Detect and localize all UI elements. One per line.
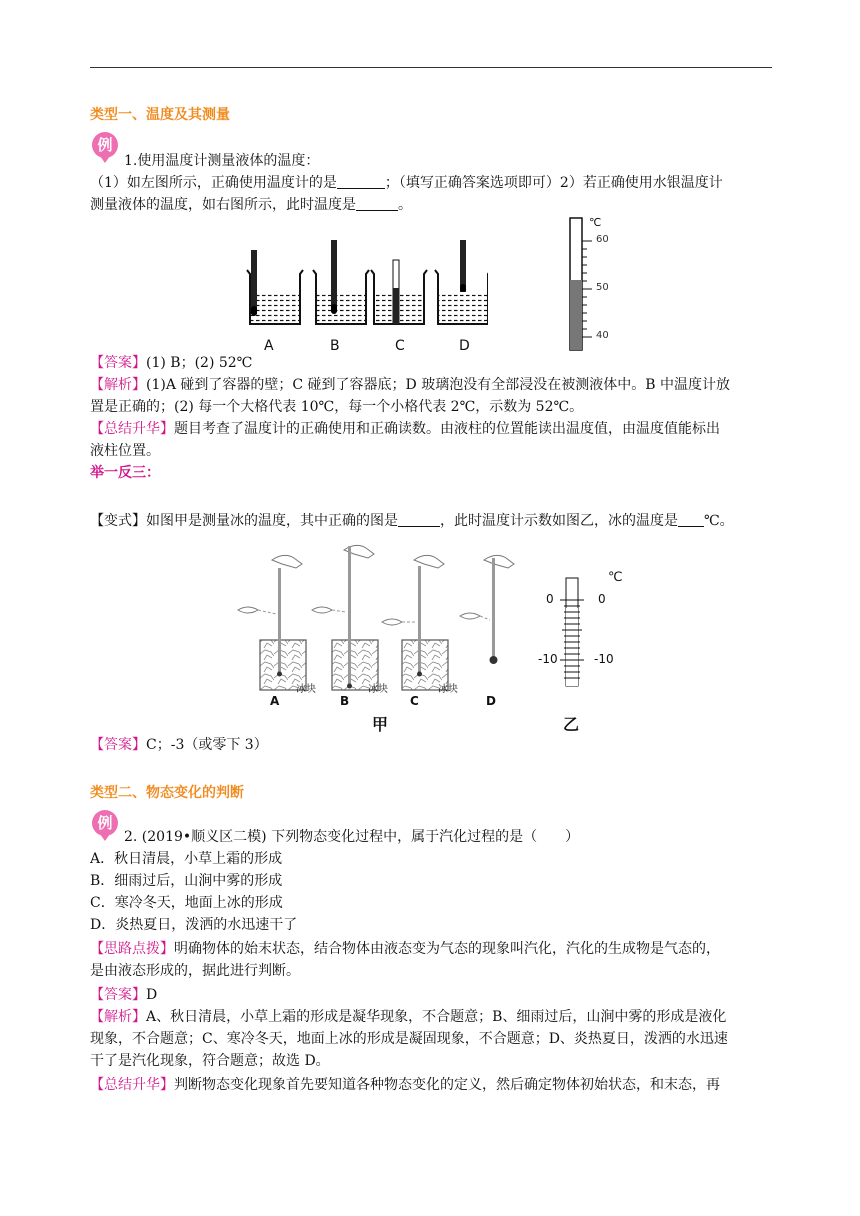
thermo-tick-50: 50 xyxy=(596,282,609,293)
analysis-1-line-1: 【解析】(1)A 碰到了容器的壁；C 碰到了容器底；D 玻璃泡没有全部浸没在被测液体中。B 中温度计放 xyxy=(90,377,730,393)
scale-left-minus10: -10 xyxy=(538,652,558,666)
hint-line-2: 是由液态形成的，据此进行判断。 xyxy=(90,963,300,979)
scale-right-minus10: -10 xyxy=(594,652,614,666)
hint-line-1: 【思路点拨】明确物体的始末状态，结合物体由液态变为气态的现象叫汽化，汽化的生成物是气态的， xyxy=(90,941,720,957)
option-c: C．寒冷冬天，地面上冰的形成 xyxy=(90,895,283,911)
option-b: B．细雨过后，山涧中雾的形成 xyxy=(90,873,283,889)
question-2-stem: 2. (2019•顺义区二模) 下列物态变化过程中，属于汽化过程的是（ ） xyxy=(124,829,580,845)
beaker-d xyxy=(435,240,488,324)
thermo-tick-60: 60 xyxy=(596,234,609,245)
thermo-tick-40: 40 xyxy=(596,330,609,341)
answer-1: 【答案】(1) B；(2) 52℃ xyxy=(90,355,253,371)
summary-2: 【总结升华】判断物态变化现象首先要知道各种物态变化的定义，然后确定物体初始状态，和末态，再 xyxy=(90,1077,720,1093)
scale-left-0: 0 xyxy=(546,592,554,606)
header-rule xyxy=(90,67,772,68)
analysis-2-line-1: 【解析】A、秋日清晨，小草上霜的形成是凝华现象，不合题意；B、细雨过后，山涧中雾的形成是液化 xyxy=(90,1009,727,1025)
section-title-1: 类型一、温度及其测量 xyxy=(90,107,230,123)
option-d: D．炎热夏日，泼洒的水迅速干了 xyxy=(90,917,298,933)
ice-setup-a xyxy=(238,555,306,690)
ice-thermometer-scale xyxy=(556,574,596,690)
beaker-label-a: A xyxy=(264,338,274,354)
beakers-figure xyxy=(238,228,488,338)
example-badge-1: 例 xyxy=(92,132,118,158)
analysis-1-line-2: 置是正确的；(2) 每一个大格代表 10℃，每一个小格代表 2℃，示数为 52℃。 xyxy=(90,399,584,415)
ice-block-label-2: 冰块 xyxy=(368,684,388,695)
summary-1-line-2: 液柱位置。 xyxy=(90,443,160,459)
beaker-b xyxy=(313,240,369,324)
beaker-label-b: B xyxy=(330,338,340,354)
analysis-2-line-2: 现象，不合题意；C、寒冷冬天，地面上冰的形成是凝固现象，不合题意；D、炎热夏日，泼洒的水迅速 xyxy=(90,1031,728,1047)
thermo-unit: ℃ xyxy=(589,216,602,229)
analysis-2-line-3: 干了是汽化现象，符合题意；故选 D。 xyxy=(90,1053,330,1069)
variant-question: 【变式】如图甲是测量冰的温度，其中正确的图是 ，此时温度计示数如图乙，冰的温度是 ℃。 xyxy=(90,513,734,529)
beaker-label-d: D xyxy=(459,338,470,354)
summary-1-line-1: 【总结升华】题目考查了温度计的正确使用和正确读数。由液柱的位置能读出温度值，由温度值能标出 xyxy=(90,421,720,437)
beaker-label-c: C xyxy=(395,338,405,354)
ice-block-label-3: 冰块 xyxy=(438,684,458,695)
option-a: A．秋日清晨，小草上霜的形成 xyxy=(90,851,283,867)
ice-block-label-1: 冰块 xyxy=(296,684,316,695)
figure-yi-label: 乙 xyxy=(563,715,580,734)
scale-right-0: 0 xyxy=(598,592,606,606)
question-1-line-2: 测量液体的温度，如右图所示，此时温度是 。 xyxy=(90,197,412,213)
beaker-c xyxy=(371,260,427,324)
scale-unit: ℃ xyxy=(608,570,623,585)
practice-title: 举一反三： xyxy=(90,465,160,481)
question-1-line-1: （1）如左图所示，正确使用温度计的是 ；（填写正确答案选项即可）2）若正确使用水银温度计 xyxy=(90,175,723,191)
question-1-intro: 1.使用温度计测量液体的温度： xyxy=(124,153,320,169)
ice-setup-d xyxy=(460,555,514,664)
ice-setup-c xyxy=(382,555,448,690)
answer-2: 【答案】D xyxy=(90,987,158,1003)
ice-setup-b xyxy=(312,545,378,690)
ice-measurement-figure xyxy=(232,540,552,716)
variant-answer: 【答案】C；-3（或零下 3） xyxy=(90,737,268,753)
beaker-a xyxy=(247,250,303,324)
ice-label-c: C xyxy=(410,694,419,708)
ice-label-b: B xyxy=(340,694,350,708)
example-badge-2: 例 xyxy=(92,810,118,836)
section-title-2: 类型二、物态变化的判断 xyxy=(90,785,244,801)
ice-label-a: A xyxy=(270,694,280,708)
ice-label-d: D xyxy=(486,694,496,708)
figure-jia-label: 甲 xyxy=(372,715,389,734)
